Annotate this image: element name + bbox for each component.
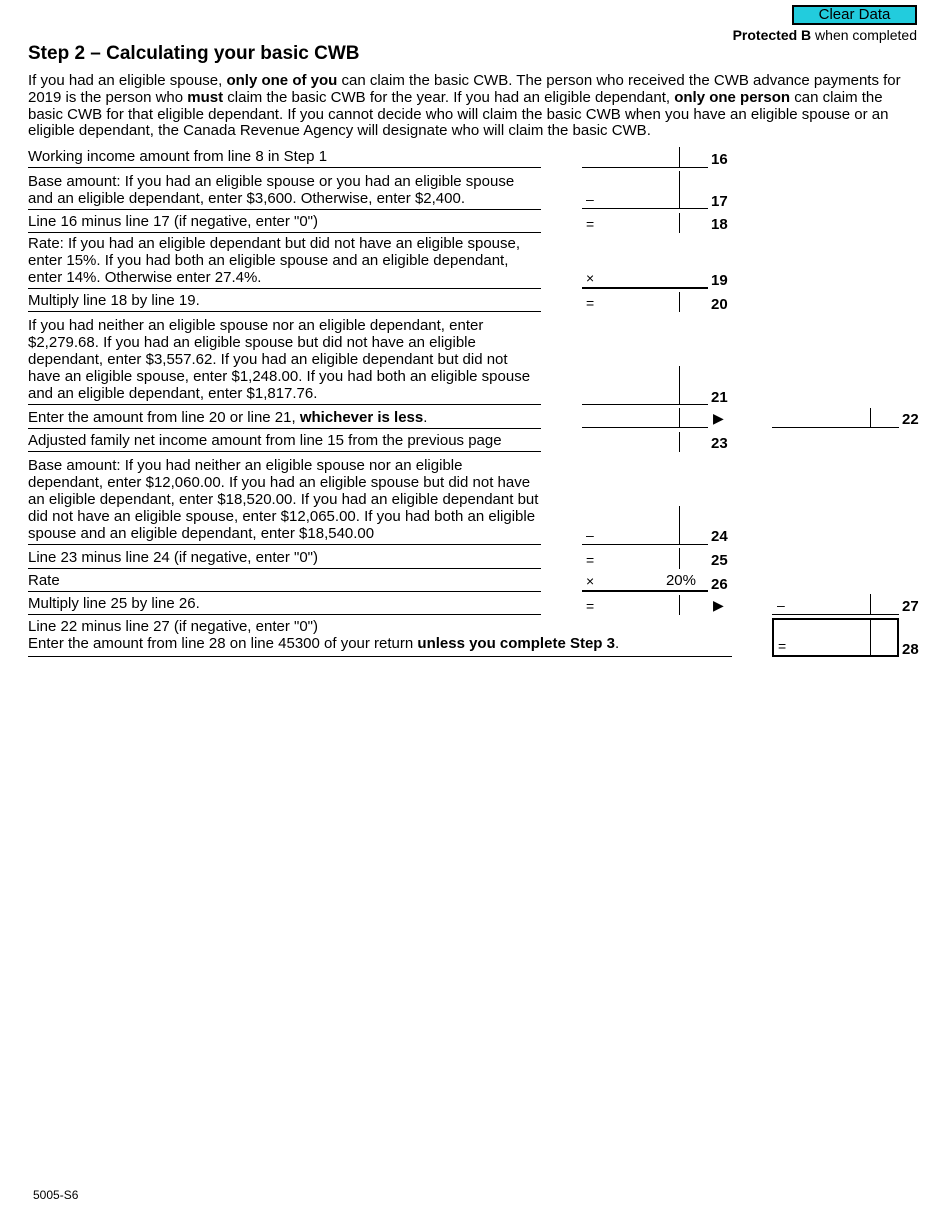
line-24-operator: – — [586, 527, 594, 543]
line-18-operator: = — [586, 216, 595, 232]
line-16-cents[interactable] — [679, 147, 680, 167]
line-17-text: Base amount: If you had an eligible spouse or you had an eligible spouse and an eligible dependant, enter $3,600. Otherwise, enter $2,400. — [28, 173, 515, 207]
line-17-input[interactable] — [582, 171, 708, 209]
line-23-row — [28, 429, 541, 452]
line-17-operator: – — [586, 191, 594, 207]
line-27-left-operator: = — [586, 598, 595, 614]
line-23-input[interactable] — [582, 432, 708, 452]
line-22-cents[interactable] — [870, 408, 871, 427]
line-26-operator: × — [586, 573, 595, 589]
line-21-text: If you had neither an eligible spouse nor an eligible dependant, enter $2,279.68. If you had an eligible spouse but did not have an eligible dependant, enter $3,557.62. If you had an eligible dependant but did not have an eligible spouse, enter $1,248.00. If you had both an eligible spouse and an eligible dependant, enter $1,817.76. — [28, 317, 531, 402]
line-19-operator: × — [586, 270, 595, 286]
line-16-text: Working income amount from line 8 in Step 1 — [28, 148, 328, 165]
line-28-row — [28, 618, 732, 657]
line-27-input[interactable] — [772, 594, 899, 615]
intro-segment: must — [187, 88, 224, 106]
line-18-text: Line 16 minus line 17 (if negative, enter "0") — [28, 213, 318, 230]
line-17-cents[interactable] — [679, 171, 680, 208]
line-21-cents[interactable] — [679, 366, 680, 404]
line-20-number: 20 — [711, 296, 728, 313]
line-26-input[interactable] — [582, 570, 708, 592]
line-27-number: 27 — [902, 598, 919, 615]
line-28-operator: = — [778, 638, 787, 654]
line-22-input[interactable] — [772, 408, 899, 428]
line-28-number: 28 — [902, 641, 919, 658]
line-17-number: 17 — [711, 193, 728, 210]
line-16-input[interactable] — [582, 147, 708, 168]
protected-b-bold: Protected B — [732, 27, 812, 43]
line-25-text: Line 23 minus line 24 (if negative, enter "0") — [28, 549, 318, 566]
line-22-left-input[interactable] — [582, 408, 708, 428]
line-24-text: Base amount: If you had neither an eligible spouse nor an eligible dependant, enter $12,060.00. If you had an eligible spouse but did not have an eligible dependant, enter $18,520.00. If you had an eligible dependant but did not have an eligible spouse, enter $12,065.00. If you had both an eligible spouse and an eligible dependant, enter $18,540.00 — [28, 457, 539, 542]
intro-segment: can claim the basic CWB. The person who received the CWB advance payments for 2019 is the person who — [28, 72, 901, 106]
line-24-number: 24 — [711, 528, 728, 545]
line-18-number: 18 — [711, 216, 728, 233]
line-27-cents[interactable] — [870, 594, 871, 614]
line-22-row — [28, 405, 541, 429]
intro-segment: claim the basic CWB for the year. If you had an eligible dependant, — [223, 88, 675, 106]
line-25-cents[interactable] — [679, 548, 680, 569]
line-28-text-2 — [28, 635, 732, 652]
line-27-operator: – — [777, 597, 785, 613]
protected-b-rest: when completed — [811, 27, 917, 43]
line-25-number: 25 — [711, 552, 728, 569]
clear-data-button[interactable]: Clear Data — [792, 5, 917, 25]
line-19-input[interactable] — [582, 268, 708, 289]
line-22-text-bold: whichever is less — [299, 409, 424, 426]
line-23-number: 23 — [711, 435, 728, 452]
line-28-cents[interactable] — [870, 620, 871, 655]
line-26-row — [28, 569, 541, 592]
line-20-row — [28, 289, 541, 312]
line-26-number: 26 — [711, 576, 728, 593]
line-26-text: Rate — [28, 572, 60, 589]
step-2-intro — [28, 73, 918, 140]
protected-b-label — [733, 27, 917, 43]
line-16-number: 16 — [711, 151, 728, 168]
line-27-text: Multiply line 25 by line 26. — [28, 595, 200, 612]
form-number: 5005-S6 — [33, 1188, 79, 1202]
line-20-input[interactable] — [582, 292, 708, 312]
line-22-text-pre: Enter the amount from line 20 or line 21, — [28, 409, 300, 426]
line-27-left-input[interactable] — [582, 595, 708, 615]
line-21-number: 21 — [711, 389, 728, 406]
line-28-text-2-bold: unless you complete Step 3 — [417, 635, 615, 652]
line-25-input[interactable] — [582, 548, 708, 569]
intro-segment: only one of you — [226, 72, 338, 89]
line-18-row — [28, 210, 541, 233]
intro-segment: only one person — [674, 88, 791, 106]
line-18-cents[interactable] — [679, 213, 680, 233]
intro-segment: If you had an eligible spouse, — [28, 72, 227, 89]
line-28-input[interactable] — [772, 618, 899, 657]
line-22-left-cents[interactable] — [679, 408, 680, 427]
line-27-arrow-icon: ▶ — [713, 597, 724, 613]
line-20-text: Multiply line 18 by line 19. — [28, 292, 200, 309]
line-24-row — [28, 452, 541, 545]
line-27-left-cents[interactable] — [679, 595, 680, 615]
intro-segment: can claim the basic CWB for that eligible dependant. If you cannot decide who will claim the basic CWB when you have an eligible spouse or an eligible dependant, the Canada Revenue Agency will designate who will claim the basic CWB. — [28, 88, 889, 140]
line-22-arrow-icon: ▶ — [713, 410, 724, 426]
line-26-rate-value: 20% — [665, 572, 696, 589]
line-19-text: Rate: If you had an eligible dependant but did not have an eligible spouse, enter 15%. If you had both an eligible spouse and an eligible dependant, enter 14%. Otherwise enter 27.4%. — [28, 235, 521, 286]
line-18-input[interactable] — [582, 213, 708, 233]
line-20-cents[interactable] — [679, 292, 680, 312]
line-25-operator: = — [586, 552, 595, 568]
line-17-row — [28, 168, 541, 210]
line-28-text-2-pre: Enter the amount from line 28 on line 45300 of your return — [28, 635, 418, 652]
line-21-input[interactable] — [582, 366, 708, 405]
line-28-text-1: Line 22 minus line 27 (if negative, enter "0") — [28, 618, 318, 635]
line-24-cents[interactable] — [679, 506, 680, 544]
line-22-text-post: . — [423, 409, 428, 426]
line-19-number: 19 — [711, 272, 728, 289]
line-24-input[interactable] — [582, 506, 708, 545]
line-27-row — [28, 592, 541, 615]
line-22-number: 22 — [902, 411, 919, 428]
line-23-cents[interactable] — [679, 432, 680, 452]
line-21-row — [28, 312, 541, 405]
line-23-text: Adjusted family net income amount from line 15 from the previous page — [28, 432, 502, 449]
step-2-title: Step 2 – Calculating your basic CWB — [28, 43, 360, 64]
line-22-text — [28, 409, 541, 426]
line-19-row — [28, 233, 541, 289]
line-20-operator: = — [586, 295, 595, 311]
line-25-row — [28, 545, 541, 569]
line-28-text-2-post: . — [614, 635, 620, 652]
line-16-row — [28, 146, 541, 168]
